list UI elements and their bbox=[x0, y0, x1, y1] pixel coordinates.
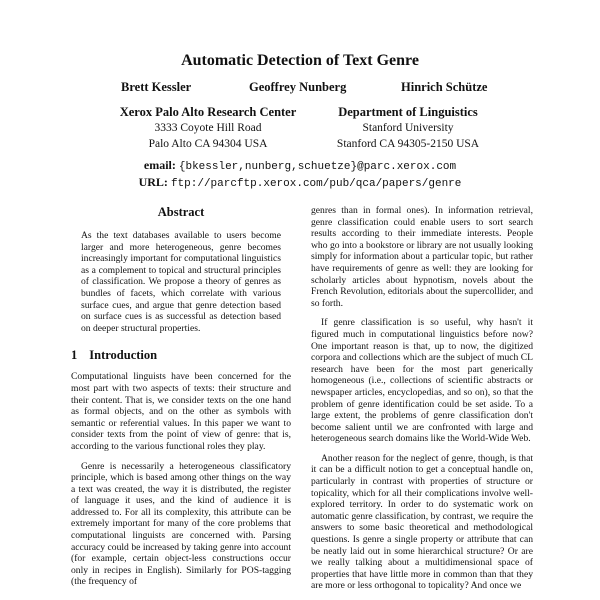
email-label: email: bbox=[143, 158, 176, 172]
left-column bbox=[71, 205, 291, 596]
affiliation-address-line: 3333 Coyote Hill Road bbox=[154, 122, 262, 134]
affiliation-address-line: Palo Alto CA 94304 USA bbox=[148, 138, 268, 150]
author-nunberg: Geoffrey Nunberg bbox=[249, 80, 347, 94]
right-paragraph-2: Another reason for the neglect of genre, though, is that it can be a difficult notion to get a conceptual handle on, particularly in contrast with properties of structure or topicality, which for all their complications involve well-explored territory. In order to do systematic work on automatic genre classification, by contrast, we require the answers to some basic theoretical and methodological questions. Is genre a single property or attribute that can be neatly laid out in some hierarchical structure? Or are we really talking about a multidimensional space of properties that have little more in common than that they are more or less orthogonal to topicality? And once we bbox=[311, 452, 533, 592]
contact-info bbox=[0, 158, 600, 192]
right-paragraph-continued: genres than in formal ones). In information retrieval, genre classification could enable users to sort search results according to their immediate interests. People who go into a bookstore or library are not usually looking simply for information about a particular topic, but rather have requirements of genre as well: they are looking for scholarly articles about hypnotism, novels about the French Revolution, editorials about the supercollider, and so forth. bbox=[311, 205, 533, 309]
author-schutze: Hinrich Schütze bbox=[401, 80, 488, 94]
url-address: ftp://parcftp.xerox.com/pub/qca/papers/genre bbox=[170, 178, 462, 190]
abstract-text: As the text databases available to users become larger and more heterogeneous, genre becomes increasingly important for computational linguistics as a complement to topical and structural principles of classification. We propose a theory of genres as bundles of facets, which correlate with various surface cues, and argue that genre detection based on surface cues is as successful as detection based on deeper structural properties. bbox=[81, 230, 281, 334]
section-title: Introduction bbox=[89, 348, 158, 363]
affiliation-address-line: Stanford University bbox=[362, 122, 454, 134]
right-paragraph-1: If genre classification is so useful, why hasn't it figured much in computational linguistics before now? One important reason is that, up to now, the digitized corpora and collections which are the subject of much CL research have been for the most part generically homogeneous (i.e., collections of scientific abstracts or newspaper articles, encyclopedias, and so on), so that the problem of genre identification could be set aside. To a large extent, the problems of genre classification don't become salient until we are confronted with large and heterogeneous search domains like the World-Wide Web. bbox=[311, 317, 533, 445]
affiliation-name: Xerox Palo Alto Research Center bbox=[119, 105, 297, 119]
url-label: URL: bbox=[138, 175, 168, 189]
affiliation-address-line: Stanford CA 94305-2150 USA bbox=[336, 138, 480, 150]
section-number: 1 bbox=[71, 348, 78, 363]
right-column bbox=[311, 205, 533, 600]
email-address: {bkessler,nunberg,schuetze}@parc.xerox.com bbox=[178, 161, 457, 173]
author-kessler: Brett Kessler bbox=[121, 80, 192, 94]
intro-paragraph-2: Genre is necessarily a heterogeneous classificatory principle, which is based among other things on the way a text was created, the way it is distributed, the register of language it uses, and the kind of audience it is addressed to. For all its complexity, this attribute can be extremely important for many of the core problems that computational linguists are concerned with. Parsing accuracy could be increased by taking genre into account (for example, certain object-less constructions occur only in recipes in English). Similarly for POS-tagging (the frequency of bbox=[71, 460, 291, 588]
intro-paragraph-1: Computational linguists have been concerned for the most part with two aspects of texts: their structure and their content. That is, we consider texts on the one hand as formal objects, and on the other as symbols with semantic or referential values. In this paper we want to consider texts from the point of view of genre: that is, according to the various functional roles they play. bbox=[71, 371, 291, 452]
paper-title: Automatic Detection of Text Genre bbox=[181, 52, 419, 69]
affiliation-stanford bbox=[318, 104, 498, 152]
affiliation-name: Department of Linguistics bbox=[338, 105, 478, 119]
affiliation-xerox bbox=[108, 104, 308, 152]
section-heading bbox=[71, 348, 291, 363]
abstract-heading: Abstract bbox=[157, 205, 205, 219]
